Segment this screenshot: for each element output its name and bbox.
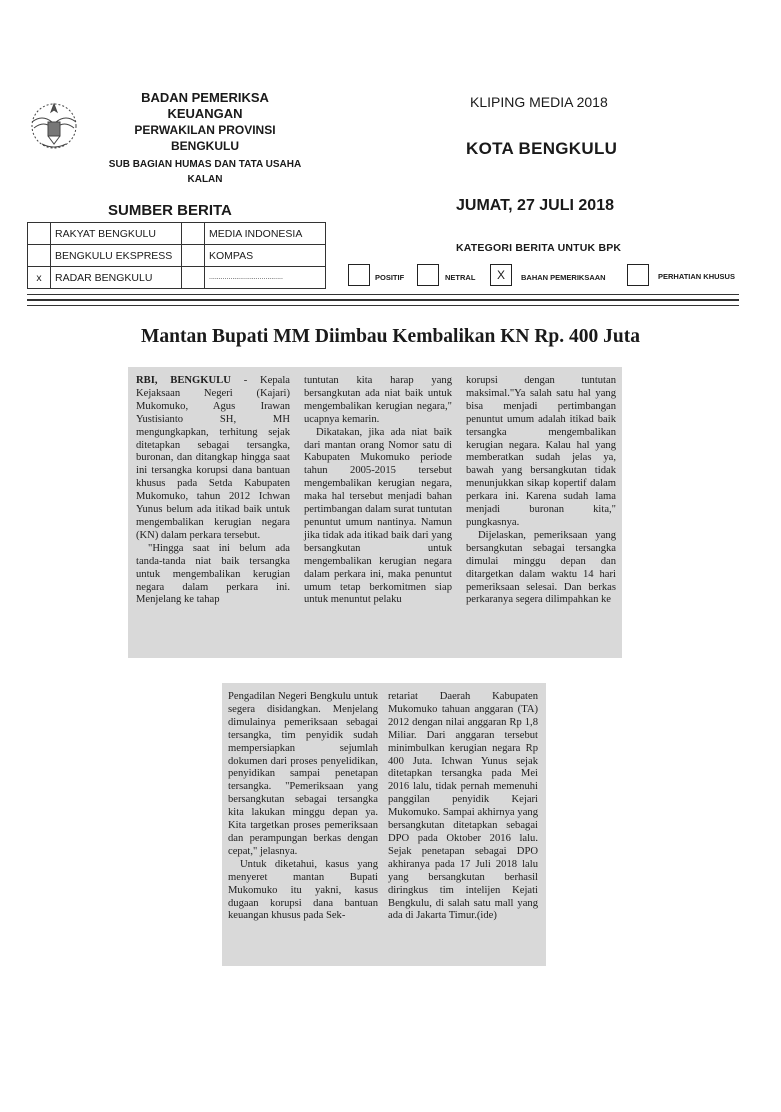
table-row [28,267,326,289]
article-column-2 [304,375,452,607]
article-column-5 [388,691,538,923]
table-row [28,223,326,245]
checkbox-bahan-pemeriksaan[interactable]: X [490,264,512,286]
article-clipping-top [128,367,622,658]
article-column-1 [136,375,290,607]
kategori-title: KATEGORI BERITA UNTUK BPK [456,242,622,254]
checkbox-netral[interactable] [417,264,439,286]
org-line3: PERWAKILAN PROVINSI [134,123,276,137]
article-paragraph: "Hingga saat ini belum ada tanda-tanda niat baik tersangka untuk mengembalikan kerugian negara dalam perkara ini. Menjelang ke tahap [136,542,290,606]
org-line5: SUB BAGIAN HUMAS DAN TATA USAHA [108,159,302,170]
article-paragraph: - Kepala Kejaksaan Negeri (Kajari) Mukomuko, Agus Irawan Yustisianto SH, MH mengungkapkan, terhitung sejak ditetapkan sebagai tersangka, buronan, dan ditangkap hingga saat ini tersangka korupsi dana bantuan khusus pada Setda Kabupaten Mukomuko, tahun 2012 Ichwan Yunus belum ada itikad baik untuk mengembalikan kerugian negara (KN) dalam perkara tersebut. [136,375,290,541]
article-paragraph: tuntutan kita harap yang bersangkutan ada niat baik untuk mengembalikan kerugian negara," ucapnya kemarin. [304,375,452,425]
bpk-emblem-icon [22,92,86,156]
sumber-berita-title: SUMBER BERITA [108,202,232,219]
label-positif: POSITIF [375,273,405,282]
article-paragraph: Pengadilan Negeri Bengkulu untuk segera disidangkan. Menjelang dimulainya pemeriksaan sebagai tersangka, tim penyidik sudah mempersiapkan sejumlah dokumen dari proses penyelidikan, penyidikan sampai penetapan tersangka. "Pemeriksaan yang bersangkutan sebagai tersangka kita lakukan minggu depan ya. Kita targetkan proses pemeriksaan dan perampungan berkas dengan cepat," jelasnya. [228,691,378,857]
label-bahan-pemeriksaan: BAHAN PEMERIKSAAN [521,273,606,282]
article-byline: RBI, BENGKULU [136,375,231,386]
kliping-title: KLIPING MEDIA 2018 [470,94,608,110]
source-name: MEDIA INDONESIA [205,223,326,245]
source-mark[interactable] [28,223,51,245]
article-paragraph: Dijelaskan, pemeriksaan yang bersangkutan sebagai tersangka dimulai minggu depan dan ditargetkan dalam waktu 14 hari pemeriksaan selesai. Dan berkas perkaranya segera dilimpahkan ke [466,529,616,606]
article-paragraph: Untuk diketahui, kasus yang menyeret mantan Bupati Mukomuko itu yakni, kasus dugaan korupsi dana bantuan keuangan khusus pada Sek- [228,858,378,922]
source-mark[interactable] [28,245,51,267]
article-paragraph: Dikatakan, jika ada niat baik dari mantan orang Nomor satu di Kabupaten Mukomuko periode tahun 2005-2015 tersebut mengembalikan kerugian negara, maka hal tersebut menjadi bahan pertimbangan dalam surat tuntutan penuntut umum nantinya. Namun jika tidak ada itikad baik dari yang bersangkutan untuk mengembalikan kerugian negara dalam perkara ini, maka penuntut umum tetap berkomitmen siap untuk menuntut pelaku [304,426,452,606]
divider [27,299,739,301]
source-mark[interactable] [182,223,205,245]
source-name: ...................................... [205,267,326,289]
source-name: RADAR BENGKULU [51,267,182,289]
organization-header [100,90,310,187]
org-line4: BENGKULU [171,139,239,153]
article-paragraph: retariat Daerah Kabupaten Mukomuko tahuan anggaran (TA) 2012 dengan nilai anggaran Rp 1,8 Miliar. Dari anggaran tersebut minimbulkan kerugian negara Rp 400 Juta. Ichwan Yunus sejak ditetapkan tersangka pada Mei 2016 lalu, tidak pernah memenuhi panggilan penyidik Kejari Mukomuko. Sampai akhirnya yang bersangkutan ditetapkan sebagai DPO pada Oktober 2016 lalu. Sejak penetapan sebagai DPO akhiranya pada 17 Juli 2018 lalu yang bersangkutan berhasil diringkus tim intelijen Kejati Bengkulu, di salah satu mall yang ada di Jakarta Timur.(ide) [388,691,538,922]
source-name: KOMPAS [205,245,326,267]
source-table [27,222,326,289]
divider [27,305,739,306]
table-row [28,245,326,267]
source-mark[interactable] [182,267,205,289]
date-title: JUMAT, 27 JULI 2018 [456,197,614,214]
label-netral: NETRAL [445,273,476,282]
source-mark[interactable] [182,245,205,267]
article-clipping-bottom [222,683,546,966]
source-mark[interactable]: x [28,267,51,289]
source-name: RAKYAT BENGKULU [51,223,182,245]
article-paragraph: korupsi dengan tuntutan maksimal."Ya salah satu hal yang bisa menjadi pertimbangan penuntut umum adalah itikad baik tersangka mengembalikan kerugian negara. Kalau hal yang memberatkan sudah jelas ya, bawah yang bersangkutan tidak menunjukkan sikap kopertif dalam perkara ini. Karena sudah lama menjadi buronan kita," pungkasnya. [466,375,616,528]
kota-title: KOTA BENGKULU [466,139,618,158]
org-line2: KEUANGAN [167,106,243,121]
article-column-3 [466,375,616,607]
divider [27,294,739,295]
article-column-4 [228,691,378,923]
article-headline: Mantan Bupati MM Diimbau Kembalikan KN Rp. 400 Juta [141,326,640,347]
source-name: BENGKULU EKSPRESS [51,245,182,267]
checkbox-perhatian-khusus[interactable] [627,264,649,286]
label-perhatian-khusus: PERHATIAN KHUSUS [658,272,735,281]
org-line6: KALAN [187,174,223,185]
org-line1: BADAN PEMERIKSA [141,90,269,105]
checkbox-positif[interactable] [348,264,370,286]
